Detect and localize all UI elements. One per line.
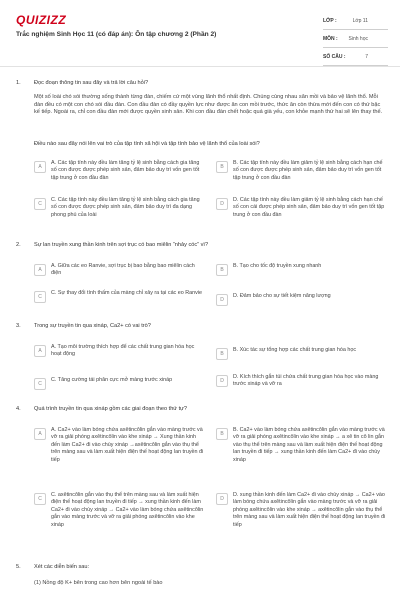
option-letter: D <box>216 198 228 210</box>
meta-value: 7 <box>365 53 368 60</box>
option-letter: A <box>34 345 46 357</box>
option-letter: B <box>216 161 228 173</box>
option-c[interactable] <box>34 492 204 529</box>
question-body <box>34 564 386 572</box>
option-letter: A <box>34 161 46 173</box>
option-letter: C <box>34 378 46 390</box>
option-text: C. axêtincôlin gắn vào thụ thể trên màng sau và làm xuất hiện điện thế hoạt động lan truyền đi tiếp → xung thần kinh đến làm Ca2+ đi vào chùy xináp → Ca2+ vào làm bóng chứa axêtincôlin gắn vào màng trước và vỡ ra giải phóng axêtincôlin vào khe xináp <box>51 492 204 528</box>
option-letter: C <box>34 291 46 303</box>
option-letter: B <box>216 264 228 276</box>
option-text: B. Xúc tác sự tổng hợp các chất trung gian hóa học <box>233 347 357 353</box>
option-c[interactable] <box>34 377 204 390</box>
question-4 <box>16 406 386 554</box>
question-paragraph-wrap <box>34 580 386 588</box>
question-body <box>34 80 386 88</box>
option-letter: A <box>34 428 46 440</box>
question-5 <box>16 564 386 596</box>
option-text: C. Sự thay đổi tính thấm của màng chỉ xảy ra tại các eo Ranvie <box>51 290 203 296</box>
meta-row-subject <box>323 30 388 48</box>
option-text: C. Các tập tính này đều làm tăng tỷ lệ sinh bằng cách gia tăng số con được được phép sinh sản, đảm bảo duy trì đa dạng phong phú của loài <box>51 197 200 218</box>
question-body <box>34 406 386 414</box>
option-text: D. Đảm bảo cho sự tiết kiệm năng lượng <box>233 293 331 299</box>
question-subprompt-wrap <box>34 141 386 149</box>
question-number: 1. <box>16 80 21 86</box>
question-paragraph: Một số loài chó sói thường sống thành từng đàn, chiếm cứ một vùng lãnh thổ nhất định. Chúng cùng nhau săn mồi và bảo vệ lãnh thổ. Mỗi đàn đều có một con chó sói đầu đàn. Con đầu đàn có đầy quyền lực như được ăn con mồi trước, thức ăn còn thừa mới đến con có thứ bậc kế tiếp. Ngoài ra, chỉ con đầu đàn mới được quyền sinh sản. Khi con đầu đàn chết hoặc quá già yếu, con khỏe mạnh thứ hai sẽ lên thay thế. <box>34 94 383 116</box>
meta-label: LỚP : <box>323 17 337 24</box>
option-letter: C <box>34 493 46 505</box>
option-text: D. Kích thích gắn túi chứa chất trung gian hóa học vào màng trước xináp và vỡ ra <box>233 374 379 388</box>
question-1 <box>16 80 386 230</box>
question-number: 4. <box>16 406 21 412</box>
option-letter: A <box>34 264 46 276</box>
worksheet-meta <box>323 12 388 66</box>
option-text: B. Các tập tính này đều làm giảm tỷ lệ sinh bằng cách hạn chế số con được được phép sinh sản, đảm bảo duy trì vốn gen tốt tập trung ở con đầu đàn <box>233 160 383 181</box>
option-letter: B <box>216 348 228 360</box>
option-b[interactable] <box>216 263 386 276</box>
option-c[interactable] <box>34 197 204 219</box>
option-b[interactable] <box>216 427 386 464</box>
question-prompt: Quá trình truyền tin qua xináp gồm các giai đoạn theo thứ tự? <box>34 406 188 412</box>
option-text: A. Ca2+ vào làm bóng chứa axêtincôlin gắn vào màng trước và vỡ ra giải phóng axêtincôlin vào khe xináp → Xung thần kinh đến làm Ca2+ đi vào chùy xináp →axêtincôlin gắn vào thụ thể trên màng sau và làm xuất hiện điện thế hoạt động lan truyền đi tiếp <box>51 427 204 463</box>
question-paragraph-wrap <box>34 94 386 117</box>
option-b[interactable] <box>216 347 386 360</box>
option-c[interactable] <box>34 290 204 303</box>
option-text: A. Giữa các eo Ranvie, sợi trục bị bao bằng bao miêlin cách điện <box>51 263 195 277</box>
option-letter: D <box>216 294 228 306</box>
question-subprompt: Điều nào sau đây nói lên vai trò của tập tính xã hội và tập tính bảo vệ lãnh thổ của loài sói? <box>34 141 260 147</box>
option-b[interactable] <box>216 160 386 182</box>
meta-row-count <box>323 48 388 66</box>
worksheet-title: Trắc nghiệm Sinh Học 11 (có đáp án): Ôn tập chương 2 (Phần 2) <box>16 31 217 38</box>
option-letter: D <box>216 493 228 505</box>
meta-value: Lớp 11 <box>352 17 368 24</box>
question-2 <box>16 242 386 312</box>
option-d[interactable] <box>216 374 386 389</box>
option-d[interactable] <box>216 492 386 529</box>
question-prompt: Trong sự truyền tin qua xináp, Ca2+ có vai trò? <box>34 323 151 329</box>
option-a[interactable] <box>34 263 204 278</box>
option-text: D. xung thần kinh đến làm Ca2+ đi vào chùy xináp → Ca2+ vào làm bóng chứa axêtincôlin gắn vào màng trước và vỡ ra giải phóng axêtincôlin vào khe xináp → axêtincôlin gắn vào thụ thể trên màng sau và làm xuất hiện điện thế hoạt động lan truyền đi tiếp <box>233 492 386 528</box>
question-body <box>34 323 386 331</box>
option-text: A. Các tập tính này đều làm tăng tỷ lệ sinh bằng cách gia tăng số con được được phép sinh sản, đảm bảo duy trì vốn gen tốt tập trung ở con đầu đàn <box>51 160 200 181</box>
question-body <box>34 242 386 250</box>
option-text: A. Tạo môi trường thích hợp để các chất trung gian hóa học hoạt động <box>51 344 195 358</box>
question-prompt: Xét các diễn biến sau: <box>34 564 90 570</box>
option-text: B. Ca2+ vào làm bóng chứa axêtincôlin gắn vào màng trước và vỡ ra giải phóng axêtincôlin vào khe xináp → a xê tin cô lin gắn vào thụ thể trên màng sau và làm xuất hiện điện thế hoạt động lan truyền đi tiếp → xung thần kinh đến làm Ca2+ đi vào chùy xináp <box>233 427 385 463</box>
question-3 <box>16 323 386 398</box>
meta-value: Sinh học <box>348 35 368 42</box>
header-divider <box>0 66 400 67</box>
option-letter: C <box>34 198 46 210</box>
meta-label: MÔN : <box>323 35 338 42</box>
question-number: 5. <box>16 564 21 570</box>
option-a[interactable] <box>34 344 204 359</box>
question-number: 2. <box>16 242 21 248</box>
question-number: 3. <box>16 323 21 329</box>
question-prompt: Đọc đoạn thông tin sau đây và trả lời câu hỏi? <box>34 80 149 86</box>
option-text: D. Các tập tính này đều làm giảm tỷ lệ sinh bằng cách hạn chế số con cái được phép sinh sản, đảm bảo duy trì vốn gen tốt tập trung ở con đầu đàn <box>233 197 385 218</box>
quizizz-logo: QUIZIZZ <box>16 13 67 27</box>
worksheet-header <box>0 0 400 70</box>
option-a[interactable] <box>34 427 204 464</box>
question-prompt: Sự lan truyền xung thần kinh trên sợi trục có bao miêlin “nhảy cóc” vì? <box>34 242 209 248</box>
question-paragraph: (1) Nồng độ K+ bên trong cao hơn bên ngoài tế bào <box>34 580 163 586</box>
option-d[interactable] <box>216 197 386 219</box>
option-text: C. Tăng cường tái phân cực mở màng trước xináp <box>51 377 173 383</box>
option-d[interactable] <box>216 293 386 306</box>
option-letter: B <box>216 428 228 440</box>
meta-row-class <box>323 12 388 30</box>
option-text: B. Tạo cho tốc độ truyền xung nhanh <box>233 263 322 269</box>
option-letter: D <box>216 375 228 387</box>
meta-label: SỐ CÂU : <box>323 53 346 60</box>
option-a[interactable] <box>34 160 204 182</box>
